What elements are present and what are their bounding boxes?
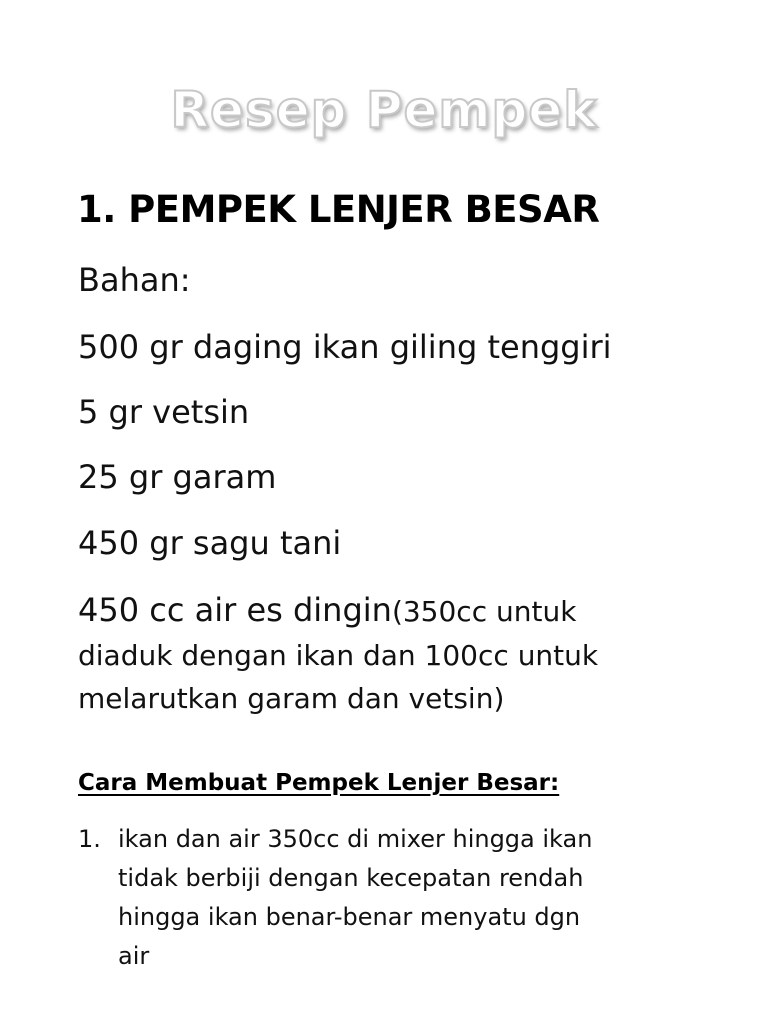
step-text-line: ikan dan air 350cc di mixer hingga ikan <box>118 825 593 853</box>
ingredient-water <box>78 588 576 634</box>
ingredient-item: 25 gr garam <box>78 458 277 496</box>
ingredients-label: Bahan: <box>78 261 191 299</box>
water-note-text: (350cc untuk <box>391 595 577 628</box>
step-text <box>118 820 698 976</box>
step-text-line: hingga ikan benar-benar menyatu dgn <box>118 903 581 931</box>
step-text-line: tidak berbiji dengan kecepatan rendah <box>118 864 584 892</box>
water-main-text: 450 cc air es dingin <box>78 591 392 629</box>
ingredient-item: 450 gr sagu tani <box>78 524 342 562</box>
step-number: 1. <box>78 825 101 853</box>
ingredient-item: 500 gr daging ikan giling tenggiri <box>78 328 612 366</box>
water-note-line: melarutkan garam dan vetsin) <box>78 682 505 715</box>
section-heading: 1. PEMPEK LENJER BESAR <box>77 188 600 231</box>
water-note-line: diaduk dengan ikan dan 100cc untuk <box>78 639 599 672</box>
ingredient-item: 5 gr vetsin <box>78 393 250 431</box>
document-title: Resep Pempek <box>170 81 598 139</box>
method-heading: Cara Membuat Pempek Lenjer Besar: <box>78 770 560 796</box>
step-text-line: air <box>118 942 150 970</box>
